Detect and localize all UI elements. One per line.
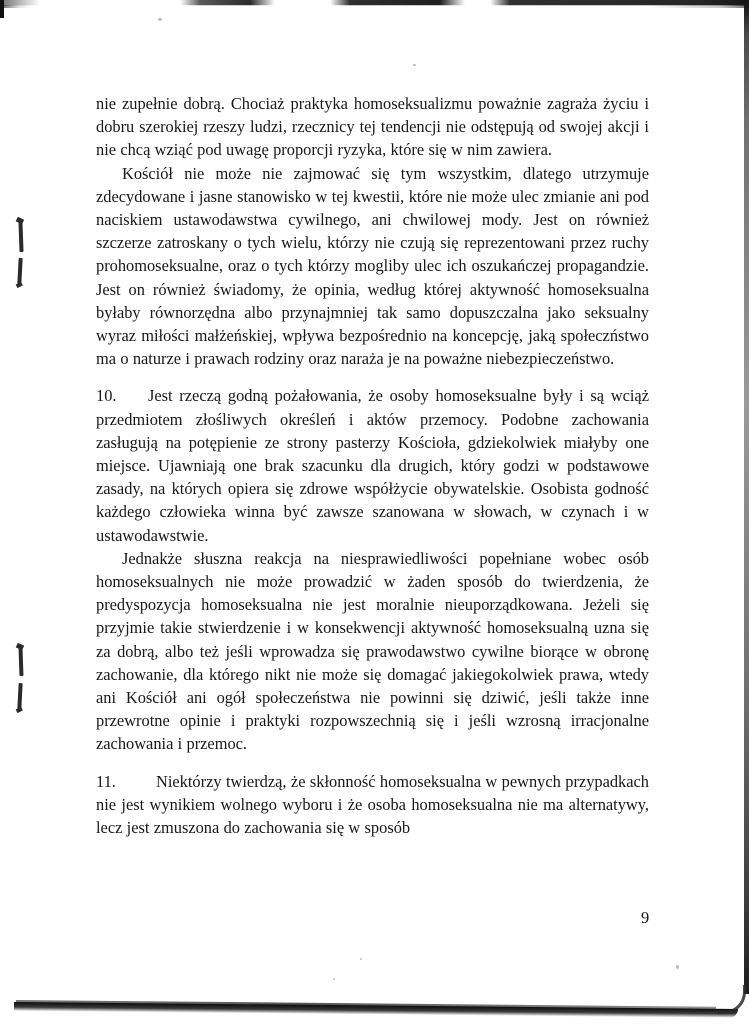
paragraph-11 xyxy=(96,770,649,840)
paragraph-kosciol: Kościół nie może nie zajmować się tym wszystkim, dlatego utrzymuje zdecydowane i jasne stanowisko w tej kwestii, które nie może ulec zmianie ani pod naciskiem ustawodawstwa cywilnego, ani chwilowej mody. Jest on również szczerze zatroskany o tych wielu, którzy nie czują się reprezentowani przez ruchy prohomoseksualne, oraz o tych którzy mogliby ulec ich oszukańczej propagandzie. Jest on również świadomy, że opinia, według której aktywność homoseksualna byłaby równorzędna albo przynajmniej tak samo dopuszczalna jako seksualny wyraz miłości małżeńskiej, wpływa bezpośrednio na koncepcję, jaką społeczństwo ma o naturze i prawach rodziny oraz naraża je na poważne niebezpieczeństwo. xyxy=(96,163,649,369)
margin-mark-1 xyxy=(18,222,23,252)
margin-mark-2 xyxy=(17,258,22,284)
scan-edge-top-secondary xyxy=(0,5,749,8)
scan-speckle xyxy=(360,958,362,960)
body-text xyxy=(96,92,649,839)
paragraph-number-10: 10. xyxy=(96,386,117,406)
page-number: 9 xyxy=(641,908,650,927)
scan-edge-right xyxy=(744,4,749,994)
paragraph-jednakze: Jednakże słuszna reakcja na niesprawiedliwości popełniane wobec osób homoseksualnych nie może prowadzić w żaden sposób do twierdzenia, że predyspozycja homoseksualna nie jest moralnie nieuporządkowana. Jeżeli się przyjmie takie stwierdzenie i w konsekwencji aktywność homoseksualną uzna się za dobrą, albo też jeśli wprowadza się prawodawstwo cywilne biorące w obronę zachowanie, dla którego nikt nie może się domagać jakiegokolwiek prawa, wtedy ani Kościół ani ogół społeczeństwa nie powinni się dziwić, jeśli także inne przewrotne opinie i praktyki rozpowszechnią się i jeśli wzrosną irracjonalne zachowania i przemoc. xyxy=(96,548,649,754)
margin-mark-4 xyxy=(17,683,22,709)
scan-speckle xyxy=(333,978,335,980)
scan-speckle xyxy=(413,64,416,66)
scan-speckle xyxy=(158,18,162,21)
paragraph-10 xyxy=(96,384,649,546)
scan-corner-bottom-right xyxy=(717,985,746,1014)
scan-speckle xyxy=(676,965,679,969)
paragraph-11-text: Niektórzy twierdzą, że skłonność homoseksualna w pewnych przypadkach nie jest wynikiem wolnego wyboru i że osoba homoseksualna nie ma alternatywy, lecz jest zmuszona do zachowania się w sposób xyxy=(96,771,649,838)
scan-edge-left-corner xyxy=(0,0,4,18)
paragraph-number-11: 11. xyxy=(96,771,116,791)
paragraph-continued: nie zupełnie dobrą. Chociaż praktyka homoseksualizmu poważnie zagraża życiu i dobru szerokiej rzeszy ludzi, rzecznicy tej tendencji nie odstępują od swojej akcji i nie chcą wziąć pod uwagę proporcji ryzyka, które się w nim zawiera. xyxy=(96,94,649,160)
margin-mark-3 xyxy=(19,648,24,676)
paragraph-10-text: Jest rzeczą godną pożałowania, że osoby homoseksualne były i są wciąż przedmiotem złośliwych określeń i aktów przemocy. Podobne zachowania zasługują na potępienie ze strony pasterzy Kościoła, gdziekolwiek miałyby one miejsce. Ujawniają one brak szacunku dla drugich, który godzi w podstawowe zasady, na których opiera się zdrowe współżycie obywatelskie. Osobista godność każdego człowieka winna być zawsze szanowana w słowach, w czynach i w ustawodawstwie. xyxy=(96,386,649,545)
